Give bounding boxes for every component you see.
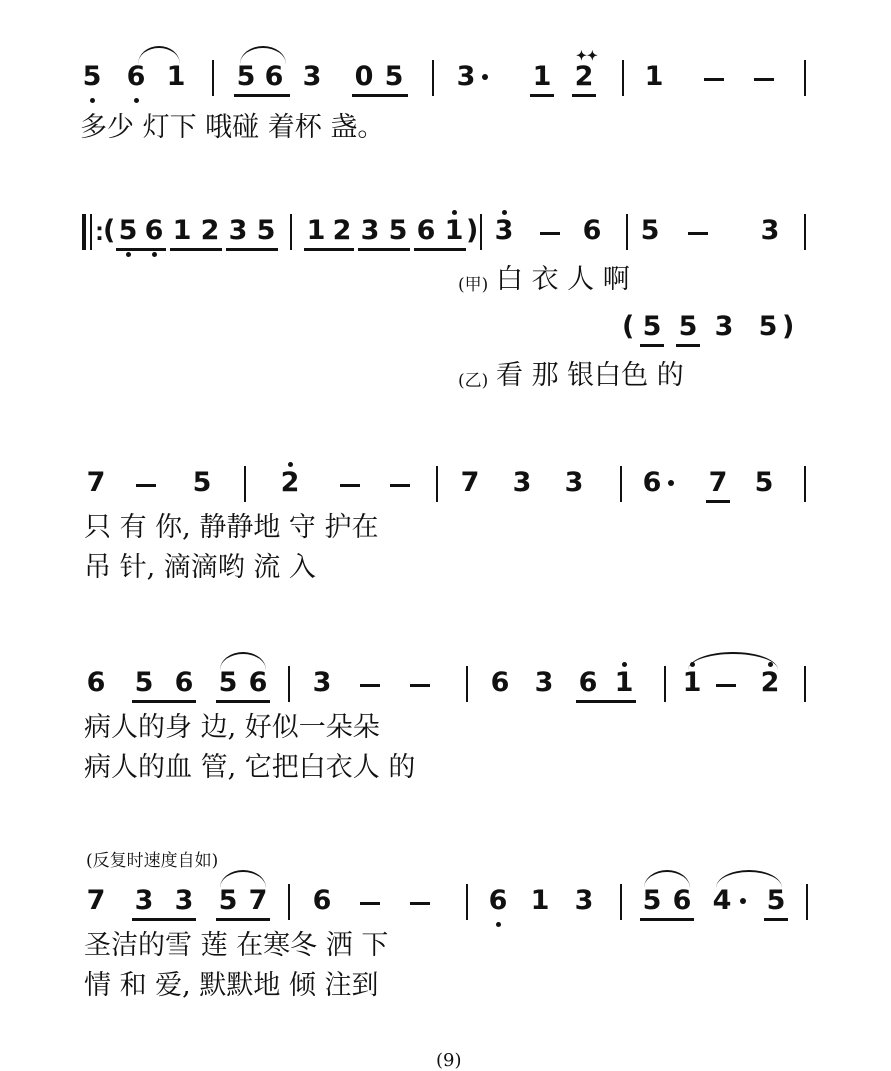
note: 6: [578, 667, 598, 698]
barline: [466, 884, 468, 920]
note: 6: [672, 885, 692, 916]
barline: [480, 214, 482, 250]
underline: [530, 94, 554, 97]
note: 3: [714, 311, 734, 342]
note: 3: [564, 467, 584, 498]
note: 7: [86, 885, 106, 916]
note: 3: [494, 215, 514, 246]
note: 2: [574, 61, 594, 92]
note: 3: [360, 215, 380, 246]
note: 5: [118, 215, 138, 246]
barline: [432, 60, 434, 96]
underline: [352, 94, 408, 97]
note: 3: [574, 885, 594, 916]
note: 3: [534, 667, 554, 698]
note: 1: [614, 667, 634, 698]
note: 3: [760, 215, 780, 246]
note: 5: [192, 467, 212, 498]
note: 5: [642, 311, 662, 342]
note: 6: [86, 667, 106, 698]
barline: [804, 466, 806, 502]
part-marker: (甲): [458, 275, 489, 295]
note: 2: [200, 215, 220, 246]
note: 1: [306, 215, 326, 246]
staff-row-5: [0, 872, 891, 932]
part-marker: (乙): [458, 371, 489, 391]
note: 5: [388, 215, 408, 246]
barline: [622, 60, 624, 96]
note: 3: [456, 61, 476, 92]
note: 5: [384, 61, 404, 92]
lyric-line: 只 有 你, 静静地 守 护在: [84, 512, 379, 543]
note: 7: [460, 467, 480, 498]
note: 3: [134, 885, 154, 916]
note: 6: [264, 61, 284, 92]
barline: [466, 666, 468, 702]
note: 3: [302, 61, 322, 92]
note: 5: [134, 667, 154, 698]
note: 5: [236, 61, 256, 92]
note: 7: [248, 885, 268, 916]
repeat-barline: [82, 214, 86, 250]
barline: [804, 214, 806, 250]
note: 3: [512, 467, 532, 498]
note: 6: [416, 215, 436, 246]
slur: [138, 46, 180, 64]
barline: [804, 666, 806, 702]
barline: [244, 466, 246, 502]
note: 3: [312, 667, 332, 698]
note: 1: [172, 215, 192, 246]
slur: [240, 46, 286, 64]
note: 5: [758, 311, 778, 342]
note: 6: [174, 667, 194, 698]
note: 6: [126, 61, 146, 92]
note: 2: [760, 667, 780, 698]
staff-row-1: [0, 48, 891, 108]
staff-row-2: : ( 5 6 1 2 3 5 1 2 3 5 6 1 ) 3 6 5 3: [0, 202, 891, 262]
note: 5: [754, 467, 774, 498]
note: 6: [312, 885, 332, 916]
barline: [212, 60, 214, 96]
barline: [290, 214, 292, 250]
note: 6: [488, 885, 508, 916]
lyric-line: 病人的血 管, 它把白衣人 的: [84, 752, 416, 783]
staff-row-3: [0, 454, 891, 514]
ornament-mark: ✦✦: [576, 48, 598, 63]
barline: [626, 214, 628, 250]
note: 5: [642, 885, 662, 916]
note: 0: [354, 61, 374, 92]
barline: [664, 666, 666, 702]
note: 5: [218, 667, 238, 698]
lyric-line: 情 和 爱, 默默地 倾 注到: [84, 970, 379, 1001]
note: 5: [256, 215, 276, 246]
note: 5: [640, 215, 660, 246]
note: 6: [248, 667, 268, 698]
note: 7: [708, 467, 728, 498]
note: 7: [86, 467, 106, 498]
note: 1: [530, 885, 550, 916]
barline: [288, 884, 290, 920]
note: 3: [174, 885, 194, 916]
note: 1: [444, 215, 464, 246]
staff-row-2b: ( 5 5 3 5 ): [0, 298, 891, 358]
underline: [234, 94, 290, 97]
lyric-line: 白 衣 人 啊: [496, 264, 630, 295]
note: 1: [166, 61, 186, 92]
barline: [436, 466, 438, 502]
note: 6: [582, 215, 602, 246]
tempo-note: (反复时速度自如): [86, 851, 219, 871]
lyric-line: 病人的身 边, 好似一朵朵: [84, 712, 380, 743]
repeat-barline: [90, 214, 92, 250]
note: 1: [644, 61, 664, 92]
note: 2: [332, 215, 352, 246]
barline: [620, 466, 622, 502]
note: 6: [642, 467, 662, 498]
underline: [572, 94, 596, 97]
lyric-line: 圣洁的雪 莲 在寒冬 洒 下: [84, 930, 389, 961]
lyric-line: 看 那 银白色 的: [496, 360, 684, 391]
note: 6: [144, 215, 164, 246]
note: 5: [766, 885, 786, 916]
note: 5: [82, 61, 102, 92]
barline: [806, 884, 808, 920]
note: 6: [490, 667, 510, 698]
barline: [620, 884, 622, 920]
lyric-line: 多少 灯下 哦碰 着杯 盏。: [80, 112, 385, 143]
note: 3: [228, 215, 248, 246]
note: 5: [678, 311, 698, 342]
lyric-line: 吊 针, 滴滴哟 流 入: [84, 552, 316, 583]
note: 1: [532, 61, 552, 92]
page-number: (9): [436, 1050, 462, 1071]
note: 4: [712, 885, 732, 916]
barline: [288, 666, 290, 702]
barline: [804, 60, 806, 96]
note: 1: [682, 667, 702, 698]
staff-row-4: [0, 654, 891, 714]
note: 5: [218, 885, 238, 916]
note: 2: [280, 467, 300, 498]
